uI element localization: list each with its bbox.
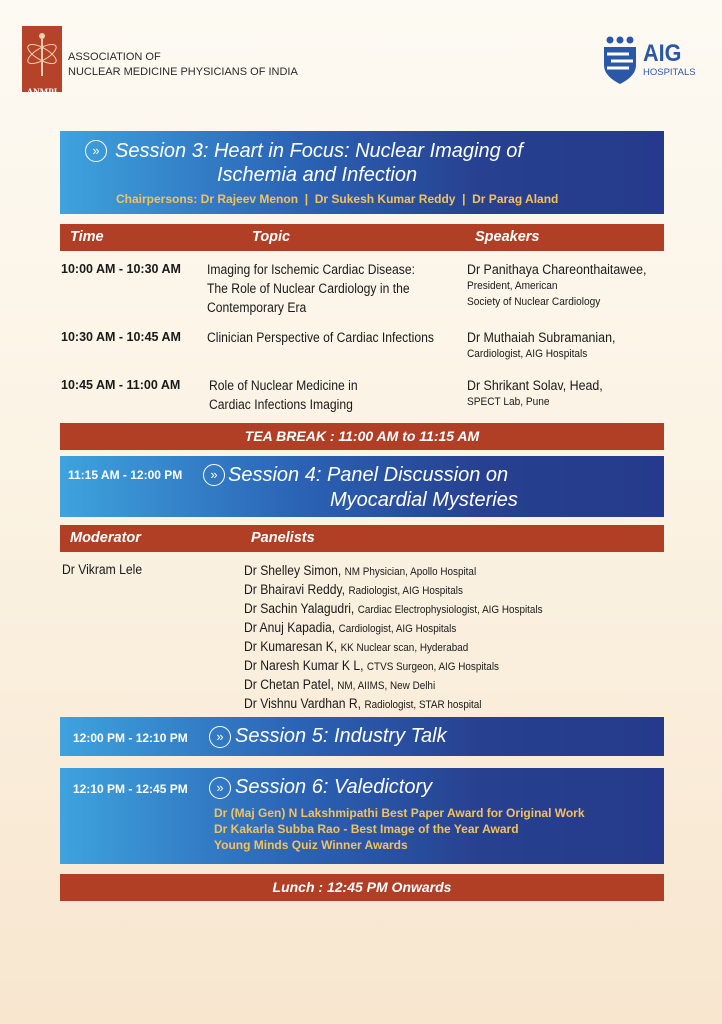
speaker-name: Dr Muthaiah Subramanian,: [467, 330, 616, 345]
session-6-banner: [60, 768, 664, 864]
session-3-chairpersons: Chairpersons: Dr Rajeev Menon | Dr Sukesh Kumar Reddy | Dr Parag Aland: [116, 192, 559, 206]
list-item: [244, 599, 543, 620]
anmpi-logo: [22, 26, 62, 97]
panelist-name: Dr Sachin Yalagudri,: [244, 601, 355, 616]
aig-logo-text: AIG: [643, 40, 682, 67]
row-speaker: [467, 377, 603, 410]
session-5-time: 12:00 PM - 12:10 PM: [73, 731, 188, 745]
speaker-role: SPECT Lab, Pune: [467, 396, 550, 408]
row-speaker: [467, 329, 615, 362]
list-item: [244, 637, 468, 658]
panelist-name: Dr Chetan Patel,: [244, 677, 334, 692]
session-3-banner: [60, 131, 664, 214]
list-item: [244, 561, 476, 582]
speaker-role: President, American: [467, 280, 558, 292]
session-5-title: Session 5: Industry Talk: [235, 725, 447, 747]
session-4-banner: [60, 456, 664, 517]
header-panelists: Panelists: [251, 530, 315, 546]
row-topic: Role of Nuclear Medicine in Cardiac Infections Imaging: [209, 378, 358, 412]
speaker-role: Society of Nuclear Cardiology: [467, 296, 601, 308]
session-4-title-line2: Myocardial Mysteries: [330, 489, 518, 511]
tea-break-text: TEA BREAK : 11:00 AM to 11:15 AM: [244, 428, 480, 444]
chevron-circle-right-icon: »: [209, 777, 231, 799]
org-name: [68, 50, 298, 80]
chevron-circle-right-icon: »: [209, 726, 231, 748]
speaker-name: Dr Shrikant Solav, Head,: [467, 378, 603, 393]
panelist-name: Dr Shelley Simon,: [244, 563, 342, 578]
row-time: 10:00 AM - 10:30 AM: [61, 262, 181, 276]
org-name-line2: NUCLEAR MEDICINE PHYSICIANS OF INDIA: [68, 66, 298, 78]
speaker-role: Cardiologist, AIG Hospitals: [467, 348, 588, 360]
aig-logo-subtext: HOSPITALS: [643, 67, 696, 78]
panelist-role: Radiologist, STAR hospital: [364, 699, 482, 711]
moderator-name: Dr Vikram Lele: [62, 562, 143, 577]
session-6-title: Session 6: Valedictory: [235, 776, 433, 798]
header-topic: Topic: [252, 229, 291, 245]
header-moderator: Moderator: [70, 530, 141, 546]
lunch-text: Lunch : 12:45 PM Onwards: [272, 879, 452, 895]
panelist-name: Dr Anuj Kapadia,: [244, 620, 336, 635]
org-name-line1: ASSOCIATION OF: [68, 51, 161, 63]
header-speakers: Speakers: [475, 229, 540, 245]
speaker-name: Dr Panithaya Chareonthaitawee,: [467, 262, 647, 277]
row-topic: Clinician Perspective of Cardiac Infections: [207, 330, 434, 345]
panelist-role: Cardiologist, AIG Hospitals: [338, 623, 457, 635]
session-3-title-line2: Ischemia and Infection: [217, 164, 418, 186]
award-item: Dr Kakarla Subba Rao - Best Image of the Year Award: [214, 822, 519, 836]
panelist-name: Dr Vishnu Vardhan R,: [244, 696, 362, 711]
chevron-circle-right-icon: »: [203, 464, 225, 486]
panelist-name: Dr Kumaresan K,: [244, 639, 338, 654]
panelist-role: Radiologist, AIG Hospitals: [348, 585, 463, 597]
row-speaker: [467, 261, 647, 310]
list-item: [244, 618, 456, 639]
panelist-role: Cardiac Electrophysiologist, AIG Hospitals: [357, 604, 543, 616]
panel-header: [60, 525, 664, 552]
header-time: Time: [70, 229, 104, 245]
award-item: Young Minds Quiz Winner Awards: [214, 838, 408, 852]
panelist-name: Dr Naresh Kumar K L,: [244, 658, 364, 673]
row-topic: Imaging for Ischemic Cardiac Disease: The Role of Nuclear Cardiology in the Contemporary Era: [207, 262, 415, 315]
list-item: [244, 694, 481, 715]
session-3-title-line1: Session 3: Heart in Focus: Nuclear Imaging of: [115, 140, 523, 162]
session-6-time: 12:10 PM - 12:45 PM: [73, 782, 188, 796]
panelist-name: Dr Bhairavi Reddy,: [244, 582, 346, 597]
panelist-role: NM, AIIMS, New Delhi: [337, 680, 436, 692]
session-4-title-line1: Session 4: Panel Discussion on: [228, 464, 509, 486]
aig-hospitals-logo: [603, 36, 703, 86]
list-item: [244, 656, 499, 677]
panelist-role: NM Physician, Apollo Hospital: [344, 566, 477, 578]
list-item: [244, 580, 463, 601]
lunch-bar: [60, 874, 664, 901]
panelist-role: KK Nuclear scan, Hyderabad: [340, 642, 469, 654]
table-header: [60, 224, 664, 251]
list-item: [244, 675, 435, 696]
panelist-role: CTVS Surgeon, AIG Hospitals: [366, 661, 499, 673]
session-5-banner: [60, 717, 664, 756]
award-item: Dr (Maj Gen) N Lakshmipathi Best Paper Award for Original Work: [214, 806, 585, 820]
tea-break-bar: [60, 423, 664, 450]
session-4-time: 11:15 AM - 12:00 PM: [68, 468, 183, 482]
row-time: 10:30 AM - 10:45 AM: [61, 330, 181, 344]
row-time: 10:45 AM - 11:00 AM: [61, 378, 181, 392]
chevron-circle-right-icon: »: [85, 140, 107, 162]
anmpi-logo-text: ANMPI: [26, 87, 58, 97]
aig-shield-icon: [603, 36, 637, 84]
